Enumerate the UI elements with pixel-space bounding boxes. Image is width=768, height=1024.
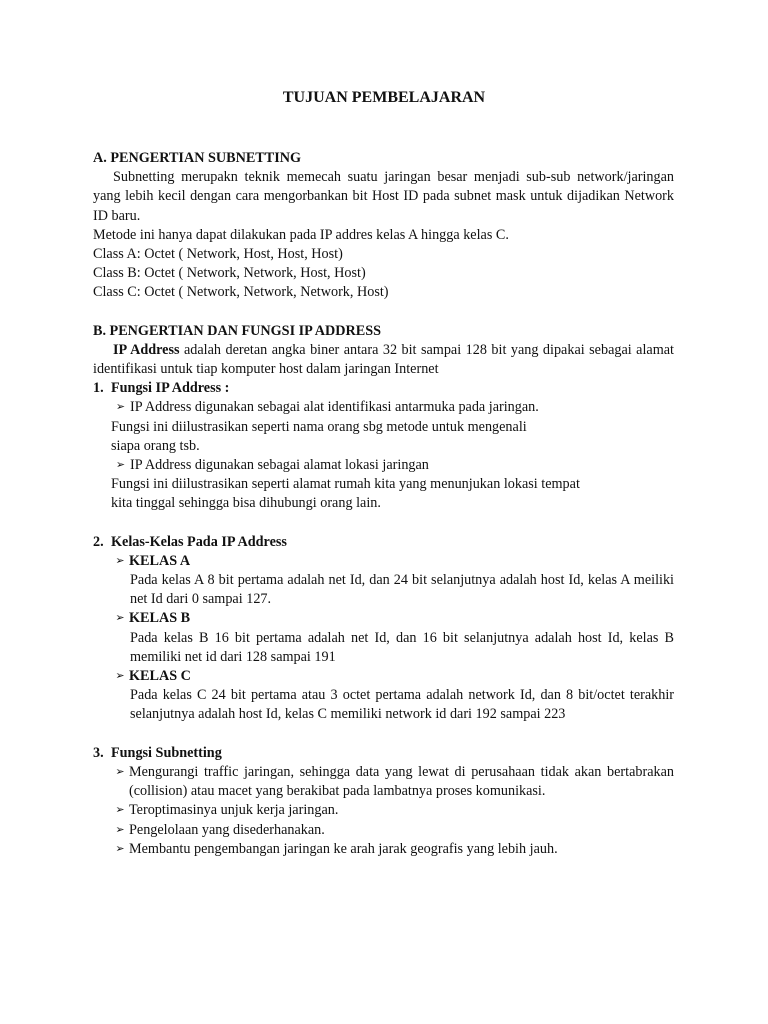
class-a-line: Class A: Octet ( Network, Host, Host, Host) [93, 246, 343, 263]
arrow-bullet-icon: ➢ [115, 554, 125, 567]
kelas-c-title: KELAS C [129, 668, 191, 685]
kelas-b-item [93, 609, 674, 628]
list-item [93, 398, 674, 417]
spacer [93, 725, 674, 744]
list-item-description: Fungsi ini diilustrasikan seperti alamat rumah kita yang menunjukan lokasi tempat [111, 476, 580, 493]
kelas-a-item [93, 552, 674, 571]
spacer [93, 514, 674, 533]
spacer [93, 303, 674, 322]
arrow-bullet-icon: ➢ [115, 670, 125, 683]
list-heading-text: Kelas-Kelas Pada IP Address [111, 533, 287, 550]
document-body [93, 149, 674, 859]
kelas-a-title: KELAS A [129, 552, 191, 569]
section-a-paragraph: Subnetting merupakn teknik memecah suatu jaringan besar menjadi sub-sub network/jaringan yang lebih kecil dengan cara mengorbankan bit Host ID pada subnet mask untuk dijadikan Network ID baru. [93, 169, 674, 224]
section-a-heading: A. PENGERTIAN SUBNETTING [93, 150, 302, 166]
arrow-bullet-icon: ➢ [115, 804, 125, 817]
list-heading-text: Fungsi IP Address : [111, 380, 230, 397]
kelas-a-description: Pada kelas A 8 bit pertama adalah net Id, dan 24 bit selanjutnya adalah host Id, kelas A meiliki net Id dari 0 sampai 127. [130, 572, 674, 608]
arrow-bullet-icon: ➢ [115, 459, 126, 472]
list-item-text: Membantu pengembangan jaringan ke arah jarak geografis yang lebih jauh. [129, 840, 558, 857]
list-item-text: IP Address digunakan sebagai alat identifikasi antarmuka pada jaringan. [130, 399, 539, 416]
list-number: 2. [93, 533, 104, 550]
arrow-bullet-icon: ➢ [115, 612, 125, 625]
list-item-description: Fungsi ini diilustrasikan seperti nama orang sbg metode untuk mengenali [111, 418, 527, 435]
list-item-description: siapa orang tsb. [111, 437, 200, 454]
arrow-bullet-icon: ➢ [115, 765, 125, 778]
fungsi-subnetting-heading [93, 744, 674, 763]
list-item [93, 821, 674, 840]
fungsi-ip-heading [93, 379, 674, 398]
arrow-bullet-icon: ➢ [115, 401, 126, 414]
list-number: 1. [93, 380, 104, 397]
kelas-b-title: KELAS B [129, 610, 191, 627]
list-item-text: Teroptimasinya unjuk kerja jaringan. [129, 802, 339, 819]
list-item-text: IP Address digunakan sebagai alamat lokasi jaringan [130, 457, 429, 474]
list-number: 3. [93, 744, 104, 761]
list-heading-text: Fungsi Subnetting [111, 744, 222, 761]
class-c-line: Class C: Octet ( Network, Network, Network, Host) [93, 284, 389, 301]
document-title: TUJUAN PEMBELAJARAN [282, 89, 486, 106]
section-a-method-line: Metode ini hanya dapat dilakukan pada IP addres kelas A hingga kelas C. [93, 226, 509, 243]
kelas-c-item [93, 667, 674, 686]
list-item [93, 456, 674, 475]
list-item [93, 763, 674, 801]
ip-address-definition-text: adalah deretan angka biner antara 32 bit sampai 128 bit yang dipakai sebagai alamat identifikasi untuk tiap komputer host dalam jaringan Internet [93, 341, 674, 378]
list-item [93, 801, 674, 820]
list-item-description: kita tinggal sehingga bisa dihubungi orang lain. [111, 495, 381, 512]
ip-address-definition [93, 341, 674, 379]
class-b-line: Class B: Octet ( Network, Network, Host, Host) [93, 265, 366, 282]
section-b-heading: B. PENGERTIAN DAN FUNGSI IP ADDRESS [93, 322, 382, 339]
arrow-bullet-icon: ➢ [115, 823, 125, 836]
list-item [93, 840, 674, 859]
list-item-text: Pengelolaan yang disederhanakan. [129, 821, 325, 838]
kelas-b-description: Pada kelas B 16 bit pertama adalah net Id, dan 16 bit selanjutnya adalah host Id, kelas B memiliki net id dari 128 sampai 191 [130, 629, 674, 665]
kelas-heading [93, 533, 674, 552]
list-item-text: Mengurangi traffic jaringan, sehingga data yang lewat di perusahaan tidak akan bertabrakan (collision) atau macet yang berakibat pada lambatnya proses komunikasi. [129, 763, 674, 800]
arrow-bullet-icon: ➢ [115, 842, 125, 855]
ip-address-term: IP Address [113, 341, 180, 358]
kelas-c-description: Pada kelas C 24 bit pertama atau 3 octet pertama adalah network Id, dan 8 bit/octet terakhir selanjutnya adalah host Id, kelas C memiliki network id dari 192 sampai 223 [130, 687, 674, 723]
